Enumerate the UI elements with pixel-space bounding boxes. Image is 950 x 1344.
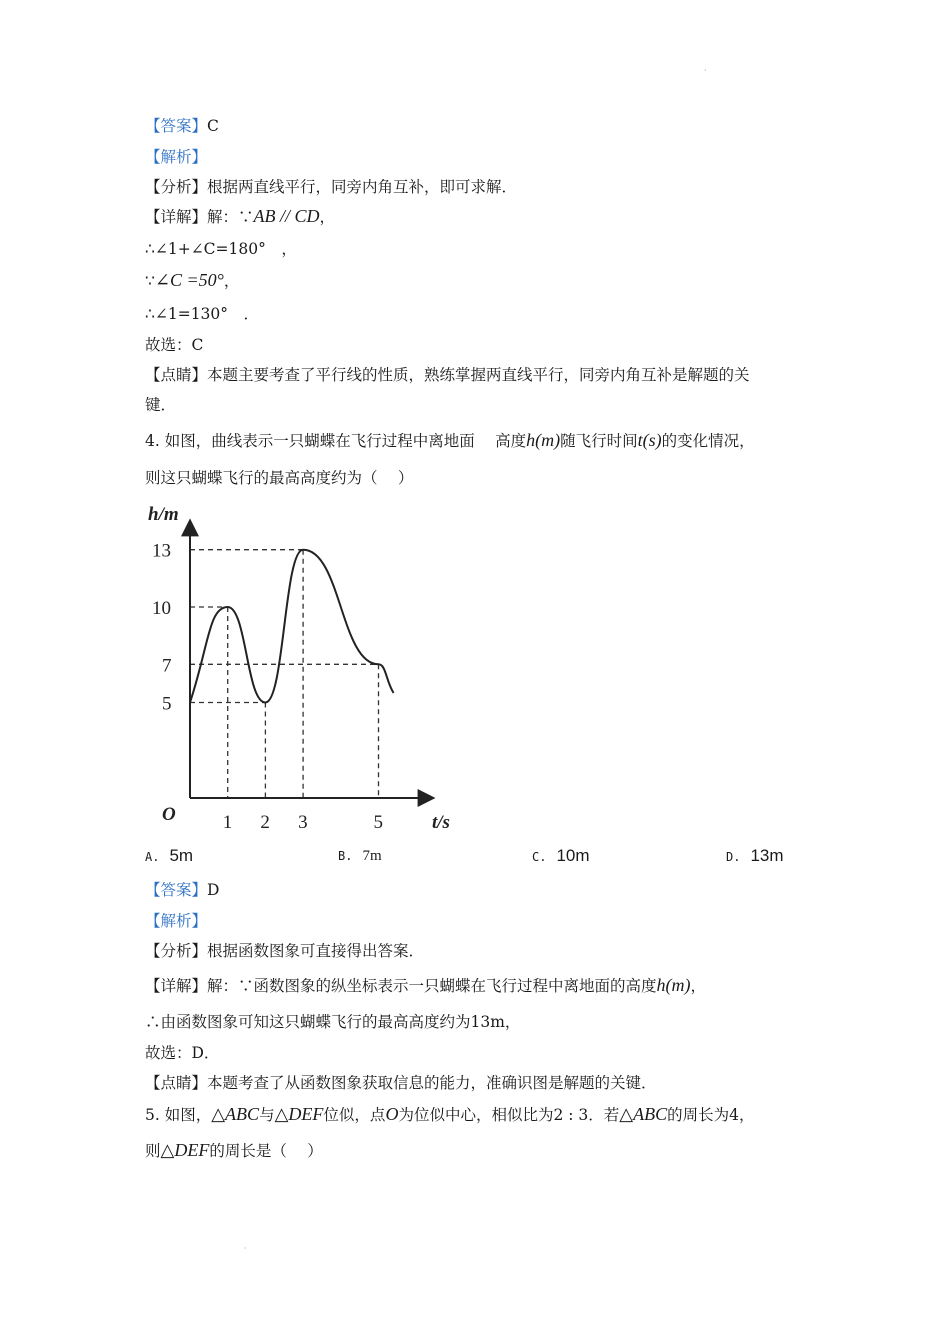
option-b-letter: B. [338,849,353,863]
q4-step-1: ∴由函数图象可知这只蝴蝶飞行的最高高度约为13m， [145,1013,521,1031]
option-c[interactable] [532,846,590,866]
q5-stem-line-2 [145,1140,323,1161]
option-c-letter: C. [532,850,547,864]
step-3: ∴∠1=130° ． [145,305,260,323]
analysis-tag: 【解析】 [145,148,208,166]
step-2-math: ∠C =50° [154,270,224,290]
origin-label: O [162,804,176,825]
q4-stem-line-1 [145,430,755,451]
q4-fenxi-tag: 【分析】 [145,942,208,960]
q4-detail-line [145,975,706,996]
comment-line-2: 键． [145,396,177,414]
fenxi-text: 根据两直线平行，同旁内角互补，即可求解． [207,178,518,196]
answer-tag: 【答案】 [145,117,208,135]
q5-e: 的周长为4， [667,1106,755,1124]
comment-line-1 [145,365,750,385]
option-a[interactable] [145,846,193,866]
detail-line [145,206,335,227]
q4-stem-end: 的变化情况， [661,432,755,450]
height-time-chart [140,500,470,840]
q4-detail-text: 解：∵函数图象的纵坐标表示一只蝴蝶在飞行过程中离地面的高度 [207,977,657,995]
q4-detail-h: h(m) [656,975,691,995]
choose-line: 故选：C [145,336,204,354]
q5-c: 位似，点 [323,1106,386,1124]
step-2 [145,270,239,291]
q5-a: 5. 如图， [145,1106,212,1124]
x-axis-label: t/s [432,812,450,833]
option-b[interactable] [338,846,382,865]
q4-detail-tag: 【详解】 [145,977,208,995]
q4-detail-end: ， [690,977,707,995]
option-d[interactable] [726,846,784,866]
q5-tri-abc-2: △ABC [619,1104,668,1124]
option-d-value: 13m [750,846,784,865]
q4-fenxi-text: 根据函数图象可直接得出答案． [207,942,425,960]
x-tick-label: 2 [260,812,270,833]
fenxi-tag: 【分析】 [145,178,208,196]
step-1: ∴∠1+∠C=180° ， [145,240,297,258]
q5-b: 与 [259,1106,275,1124]
q5-tri-def: △DEF [274,1104,324,1124]
detail-prefix: 解：∵ [207,208,254,226]
q4-comment-tag: 【点睛】 [145,1074,208,1092]
y-tick-label: 13 [152,540,171,562]
q4-answer-value: D [207,881,220,899]
option-c-value: 10m [556,846,590,865]
scan-dot: · [704,66,707,75]
q4-stem-a: 4. 如图，曲线表示一只蝴蝶在飞行过程中离地面 高度 [145,432,527,450]
detail-tag: 【详解】 [145,208,208,226]
q5-tri-abc: △ABC [211,1104,260,1124]
q5-tri-def-2: △DEF [160,1140,210,1160]
q4-stem-t: t(s) [637,430,662,450]
scan-dot: · [244,1244,247,1253]
q4-comment-line [145,1073,657,1093]
q4-fenxi-line [145,941,424,961]
y-axis-label: h/m [148,504,179,525]
x-tick-label: 3 [298,812,308,833]
q4-answer-line [145,880,219,900]
q5-f: 则 [145,1142,161,1160]
q5-d: 为位似中心，相似比为2 : 3．若 [398,1106,620,1124]
q4-stem-line-2: 则这只蝴蝶飞行的最高高度约为（ ） [145,469,414,487]
comment-text: 本题主要考查了平行线的性质，熟练掌握两直线平行，同旁内角互补是解题的关 [207,366,750,384]
detail-math: AB // CD [253,206,320,226]
y-tick-label: 5 [162,693,172,715]
q4-analysis-tag: 【解析】 [145,912,208,930]
q4-answer-tag: 【答案】 [145,881,208,899]
q4-stem-h: h(m) [526,430,561,450]
q5-g: 的周长是（ ） [209,1142,323,1160]
option-b-value: 7m [362,848,382,864]
comment-tag: 【点睛】 [145,366,208,384]
step-2-prefix: ∵ [145,272,155,290]
option-d-letter: D. [726,850,741,864]
step-2-suffix: ， [223,272,240,290]
option-a-value: 5m [169,846,194,865]
detail-suffix: ， [319,208,336,226]
y-tick-label: 10 [152,598,171,619]
guide-lines [190,550,379,798]
fenxi-line [145,177,517,197]
q4-stem-mid: 随飞行时间 [560,432,638,450]
q5-center-o: O [385,1104,399,1124]
x-tick-label: 1 [222,812,233,833]
y-tick-label: 7 [162,655,172,677]
height-curve [190,550,394,703]
x-tick-label: 5 [373,812,383,833]
q4-comment-text: 本题考查了从函数图象获取信息的能力，准确识图是解题的关键． [207,1074,657,1092]
option-a-letter: A. [145,850,160,864]
answer-line [145,116,219,136]
q4-choose-line: 故选：D． [145,1044,220,1062]
answer-value: C [207,117,219,135]
q5-stem-line-1 [145,1104,754,1125]
